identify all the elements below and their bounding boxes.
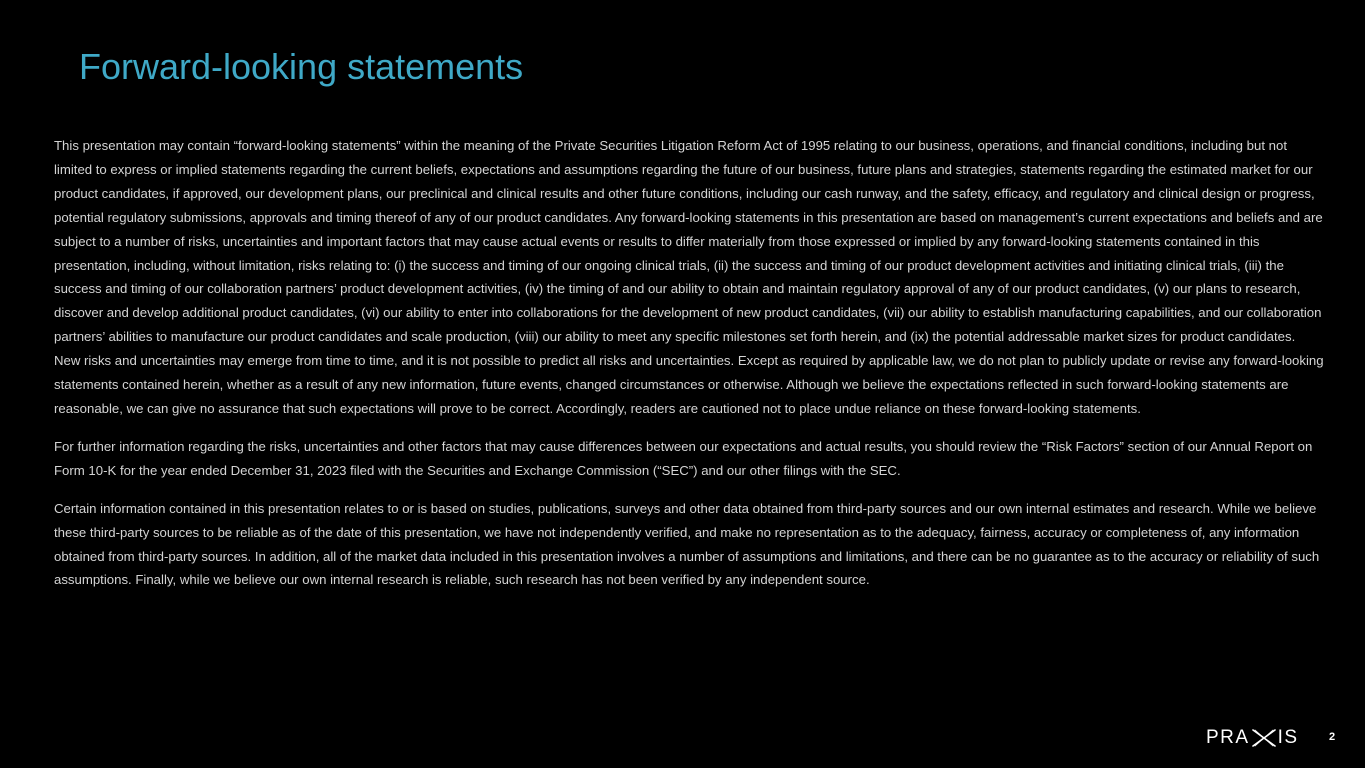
disclaimer-body — [54, 134, 1324, 606]
logo-text-start: PRA — [1206, 727, 1250, 748]
paragraph-third-party-data: Certain information contained in this presentation relates to or is based on studies, publications, surveys and other data obtained from third-party sources and our own internal estimates and research. While we believe these third-party sources to be reliable as of the date of this presentation, we have not independently verified, and make no representation as to the adequacy, fairness, accuracy or completeness of, any information obtained from third-party sources. In addition, all of the market data included in this presentation involves a number of assumptions and limitations, and there can be no guarantee as to the accuracy or reliability of such assumptions. Finally, while we believe our own internal research is reliable, such research has not been verified by any independent source. — [54, 500, 1320, 588]
praxis-x-mark-icon — [1251, 728, 1277, 748]
praxis-logo — [1206, 726, 1299, 750]
logo-text-end: IS — [1277, 727, 1299, 748]
paragraph-risk-factors: For further information regarding the risks, uncertainties and other factors that may cause differences between our expectations and actual results, you should review the “Risk Factors” section of our Annual Report on Form 10-K for the year ended December 31, 2023 filed with the Securities and Exchange Commission (“SEC”) and our other filings with the SEC. — [54, 438, 1313, 478]
page-number: 2 — [1329, 731, 1336, 743]
paragraph-forward-looking: This presentation may contain “forward-looking statements” within the meaning of the Private Securities Litigation Reform Act of 1995 relating to our business, operations, and financial conditions, including but not limited to express or implied statements regarding the current beliefs, expectations and assumptions regarding the future of our business, future plans and strategies, statements regarding the estimated market for our product candidates, if approved, our development plans, our preclinical and clinical results and other future conditions, including our cash runway, and the safety, efficacy, and regulatory and clinical design or progress, potential regulatory submissions, approvals and timing thereof of any of our product candidates. Any forward-looking statements in this presentation are based on management’s current expectations and beliefs and are subject to a number of risks, uncertainties and important factors that may cause actual events or results to differ materially from those expressed or implied by any forward-looking statements contained in this presentation, including, without limitation, risks relating to: (i) the success and timing of our ongoing clinical trials, (ii) the success and timing of our product development activities and initiating clinical trials, (iii) the success and timing of our collaboration partners’ product development activities, (iv) the timing of and our ability to obtain and maintain regulatory approval of any of our product candidates, (v) our plans to research, discover and develop additional product candidates, (vi) our ability to enter into collaborations for the development of new product candidates, (vii) our ability to establish manufacturing capabilities, and our collaboration partners’ abilities to manufacture our product candidates and scale production, (viii) our ability to meet any specific milestones set forth herein, and (ix) the potential addressable market sizes for product candidates. New risks and uncertainties may emerge from time to time, and it is not possible to predict all risks and uncertainties. Except as required by applicable law, we do not plan to publicly update or revise any forward-looking statements contained herein, whether as a result of any new information, future events, changed circumstances or otherwise. Although we believe the expectations reflected in such forward-looking statements are reasonable, we can give no assurance that such expectations will prove to be correct. Accordingly, readers are cautioned not to place undue reliance on these forward-looking statements. — [54, 138, 1324, 416]
page-title: Forward-looking statements — [79, 46, 524, 87]
